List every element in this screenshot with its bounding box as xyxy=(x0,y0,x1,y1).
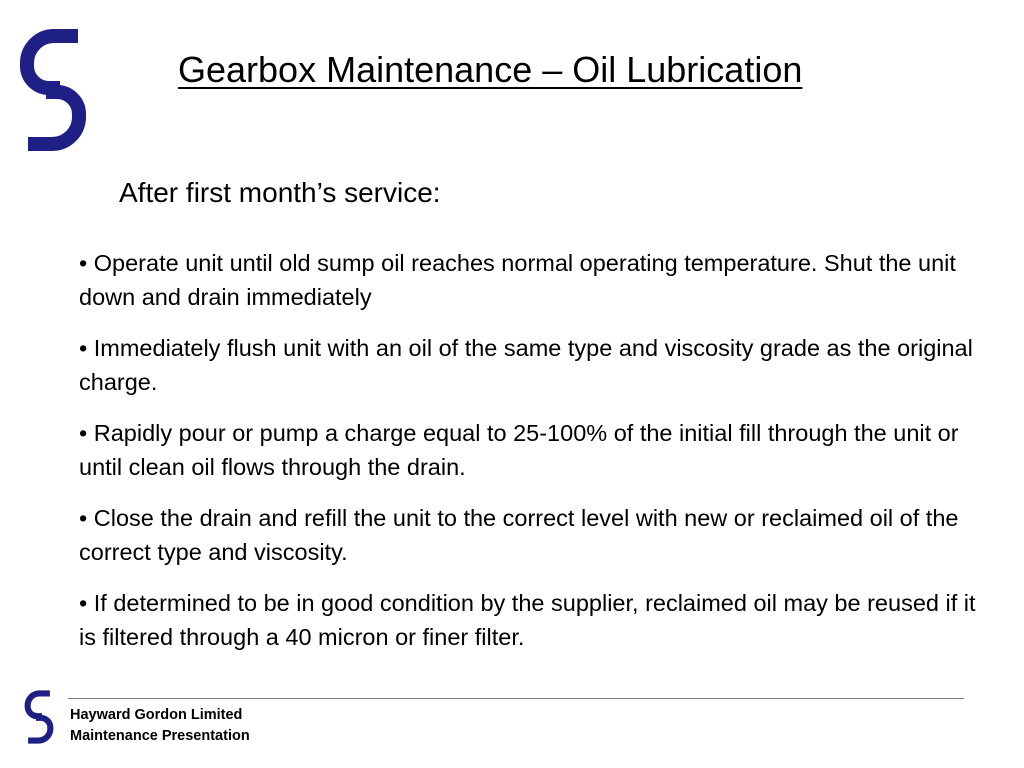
footer-company: Hayward Gordon Limited xyxy=(70,707,243,723)
bullet-list xyxy=(79,246,991,671)
slide-title: Gearbox Maintenance – Oil Lubrication xyxy=(178,49,803,90)
footer-divider xyxy=(68,698,964,699)
footer-presentation: Maintenance Presentation xyxy=(70,728,250,744)
hayward-gordon-footer-logo xyxy=(24,690,54,744)
hayward-gordon-logo xyxy=(20,28,86,152)
bullet-item: • Close the drain and refill the unit to the correct level with new or reclaimed oil of the correct type and viscosity. xyxy=(79,505,959,565)
bullet-item: • Immediately flush unit with an oil of the same type and viscosity grade as the original charge. xyxy=(79,335,973,395)
footer xyxy=(70,705,250,747)
bullet-item: • Rapidly pour or pump a charge equal to 25-100% of the initial fill through the unit or until clean oil flows through the drain. xyxy=(79,420,959,480)
bullet-item: • If determined to be in good condition by the supplier, reclaimed oil may be reused if it is filtered through a 40 micron or finer filter. xyxy=(79,590,976,650)
bullet-item: • Operate unit until old sump oil reaches normal operating temperature. Shut the unit down and drain immediately xyxy=(79,250,956,310)
slide-subtitle: After first month’s service: xyxy=(119,177,441,208)
